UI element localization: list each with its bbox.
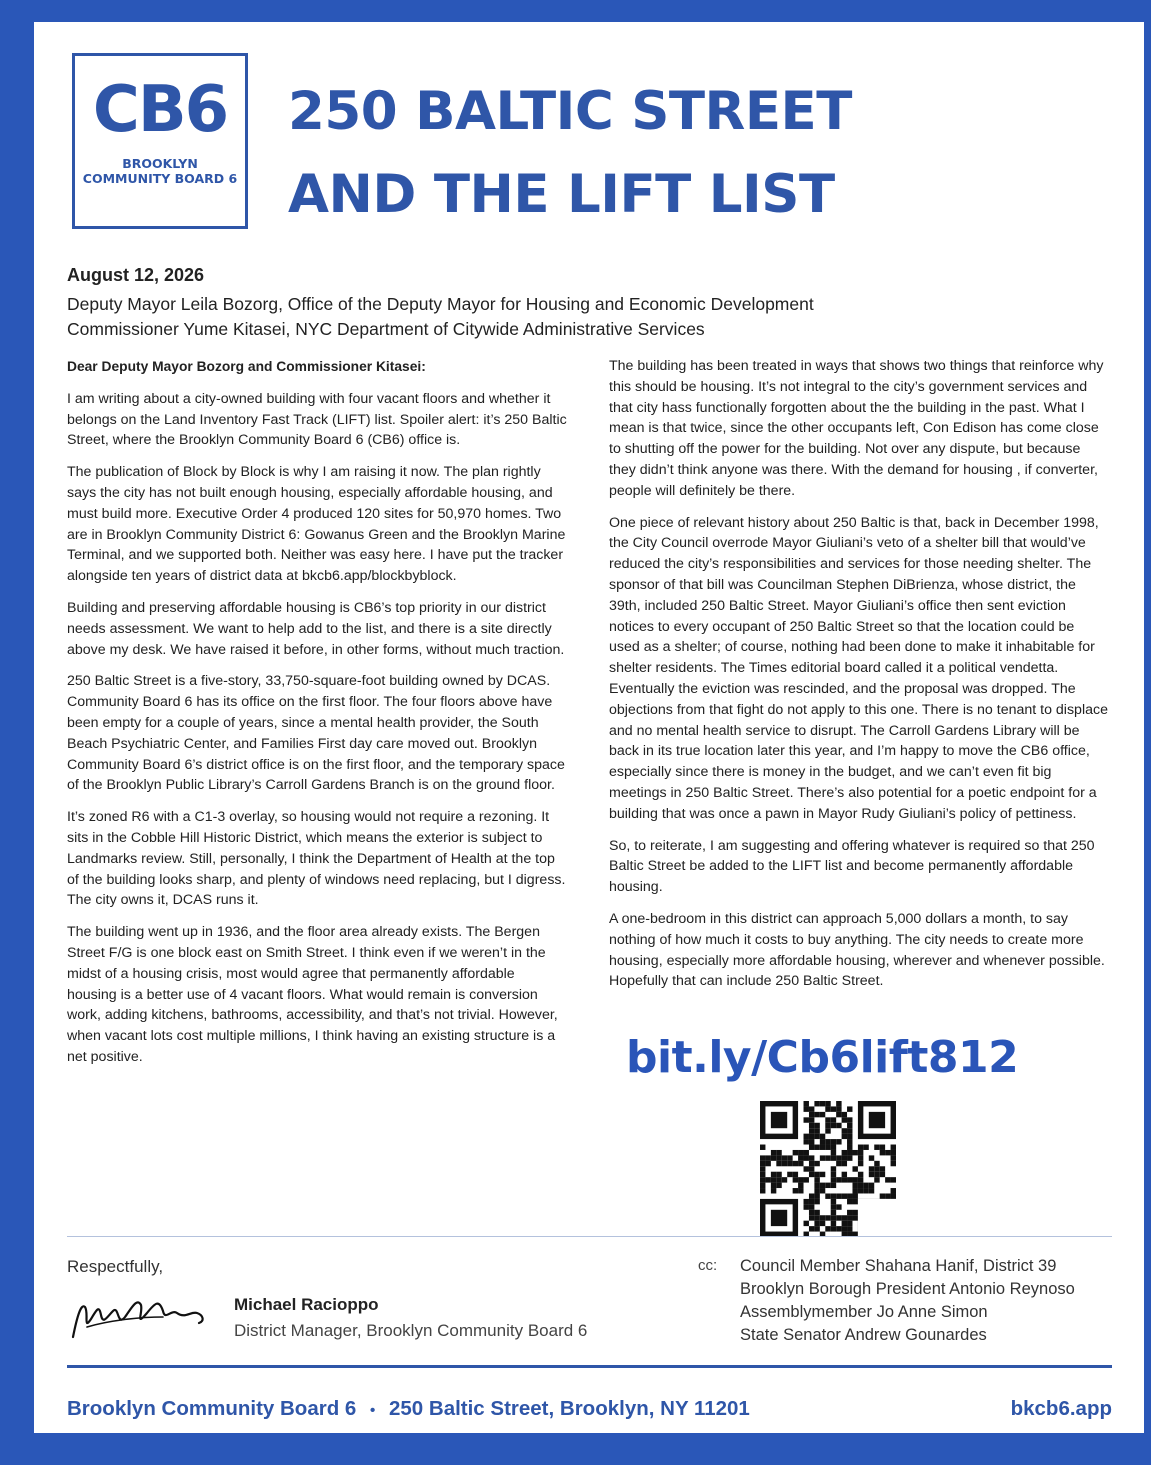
footer-address: 250 Baltic Street, Brooklyn, NY 11201 (388, 1397, 750, 1420)
body-paragraph: The publication of Block by Block is why I am raising it now. The plan rightly says the city has not built enough housing, especially affordable housing, and must build more. Executive Order 4 produced 120 sites for 50,970 homes. Two are in Brooklyn Community District 6: Gowanus Green and the Brooklyn Marine Terminal, and we supported both. Neither was easy here. I have put the tracker alongside ten years of district data at bkcb6.app/blockbyblock. (67, 464, 566, 585)
logo-subtitle (75, 156, 245, 186)
qr-code-icon[interactable] (760, 1101, 896, 1237)
cc-recipient: Assemblymember Jo Anne Simon (740, 1303, 988, 1321)
cc-recipient: Council Member Shahana Hanif, District 39 (740, 1257, 1057, 1275)
cc-list (740, 1255, 1075, 1347)
logo-subtitle-line2: COMMUNITY BOARD 6 (82, 171, 238, 186)
short-link[interactable]: bit.ly/Cb6lift812 (626, 1032, 1019, 1083)
footer-address-line (67, 1397, 750, 1421)
cc-recipient: State Senator Andrew Gounardes (740, 1326, 987, 1344)
footer-org: Brooklyn Community Board 6 (67, 1397, 357, 1420)
recipient-line-2: Commissioner Yume Kitasei, NYC Department of Citywide Administrative Services (67, 319, 705, 339)
body-paragraph: So, to reiterate, I am suggesting and offering whatever is required so that 250 Baltic Street be added to the LIFT list and become permanently affordable housing. (609, 837, 1095, 896)
body-paragraph: A one-bedroom in this district can approach 5,000 dollars a month, to say nothing of how much it costs to buy anything. The city needs to create more housing, especially more affordable housing, wherever and whenever possible. Hopefully that can include 250 Baltic Street. (609, 910, 1105, 990)
body-paragraph: Building and preserving affordable housing is CB6’s top priority in our district needs assessment. We want to help add to the list, and there is a site directly above my desk. We have raised it before, in other forms, without much traction. (67, 599, 565, 658)
logo-mark: CB6 (92, 73, 228, 147)
recipient-line-1: Deputy Mayor Leila Bozorg, Office of the Deputy Mayor for Housing and Economic Development (67, 294, 814, 314)
title-line2: AND THE LIFT LIST (288, 164, 835, 225)
footer-separator: • (370, 1402, 376, 1419)
body-paragraph: The building has been treated in ways that shows two things that reinforce why this should be housing. It’s not integral to the city’s government services and that city hass functionally forgotten about the the building in the past. What I mean is that twice, since the other occupants left, Con Edison has come close to shutting off the power for the building. Not over any dispute, but because they didn’t think anyone was there. With the demand for housing , if converter, people will definitely be there. (609, 358, 1104, 499)
page-title (288, 70, 1108, 236)
closing: Respectfully, (67, 1257, 164, 1276)
divider (67, 1236, 1112, 1237)
letter-date: August 12, 2026 (67, 265, 205, 285)
handwritten-signature (67, 1287, 217, 1347)
cc-recipient: Brooklyn Borough President Antonio Reynoso (740, 1280, 1075, 1298)
letter-column-right (609, 356, 1109, 1003)
letter-column-left (67, 357, 567, 1079)
signer-name: Michael Racioppo (234, 1295, 379, 1314)
body-paragraph: I am writing about a city-owned building with four vacant floors and whether it belongs on the Land Inventory Fast Track (LIFT) list. Spoiler alert: it’s 250 Baltic Street, where the Brooklyn Community Board 6 (CB6) office is. (67, 390, 567, 449)
cc-label: cc: (698, 1257, 718, 1274)
salutation: Dear Deputy Mayor Bozorg and Commissioner Kitasei: (67, 359, 426, 374)
footer-divider (67, 1365, 1112, 1368)
cb6-logo (72, 53, 248, 229)
body-paragraph: It’s zoned R6 with a C1-3 overlay, so housing would not require a rezoning. It sits in the Cobble Hill Historic District, which means the exterior is subject to Landmarks review. Still, personally, I think the Department of Health at the top of the building looks sharp, and plenty of windows need replacing, but I digress. The city owns it, DCAS runs it. (67, 809, 566, 909)
body-paragraph: 250 Baltic Street is a five-story, 33,750-square-foot building owned by DCAS. Community Board 6 has its office on the first floor. The four floors above have been empty for a couple of years, since a mental health provider, the South Beach Psychiatric Center, and Families First day care moved out. Brooklyn Community Board 6’s district office is on the first floor, and the temporary space of the Brooklyn Public Library’s Carroll Gardens Branch is on the ground floor. (67, 673, 565, 794)
footer-website[interactable]: bkcb6.app (1010, 1397, 1112, 1420)
letter-page (34, 22, 1144, 1433)
title-line1: 250 BALTIC STREET (288, 81, 852, 142)
logo-subtitle-line1: BROOKLYN (122, 156, 198, 171)
body-paragraph: The building went up in 1936, and the floor area already exists. The Bergen Street F/G is one block east on Smith Street. I think even if we weren’t in the midst of a housing crisis, most would agree that permanently affordable housing is a better use of 4 vacant floors. What would remain is conversion work, adding kitchens, bathrooms, accessibility, and that’s not trivial. However, when vacant lots cost multiple millions, I think having an existing structure is a net positive. (67, 924, 558, 1065)
body-paragraph: One piece of relevant history about 250 Baltic is that, back in December 1998, the City Council overrode Mayor Giuliani’s veto of a shelter bill that would’ve reduced the city’s responsibilities and services for those needing shelter. The sponsor of that bill was Councilman Stephen DiBrienza, whose district, the 39th, included 250 Baltic Street. Mayor Giuliani’s office then sent eviction notices to every occupant of 250 Baltic Street so that the location could be used as a shelter; of course, nothing had been done to make it inhabitable for shelter residents. The Times editorial board called it a political vendetta. Eventually the eviction was rescinded, and the proposal was dropped. The objections from that fight do not apply to this one. There is no tenant to displace and no mental health service to disrupt. The Carroll Gardens Library will be back in its true location later this year, and I’m happy to move the CB6 office, especially since there is money in the budget, and we can’t even fit big meetings in 250 Baltic Street. There’s also potential for a poetic endpoint for a building that was once a pawn in Mayor Rudy Giuliani’s policy of pettiness. (609, 514, 1108, 822)
signer-title: District Manager, Brooklyn Community Board 6 (234, 1321, 588, 1340)
